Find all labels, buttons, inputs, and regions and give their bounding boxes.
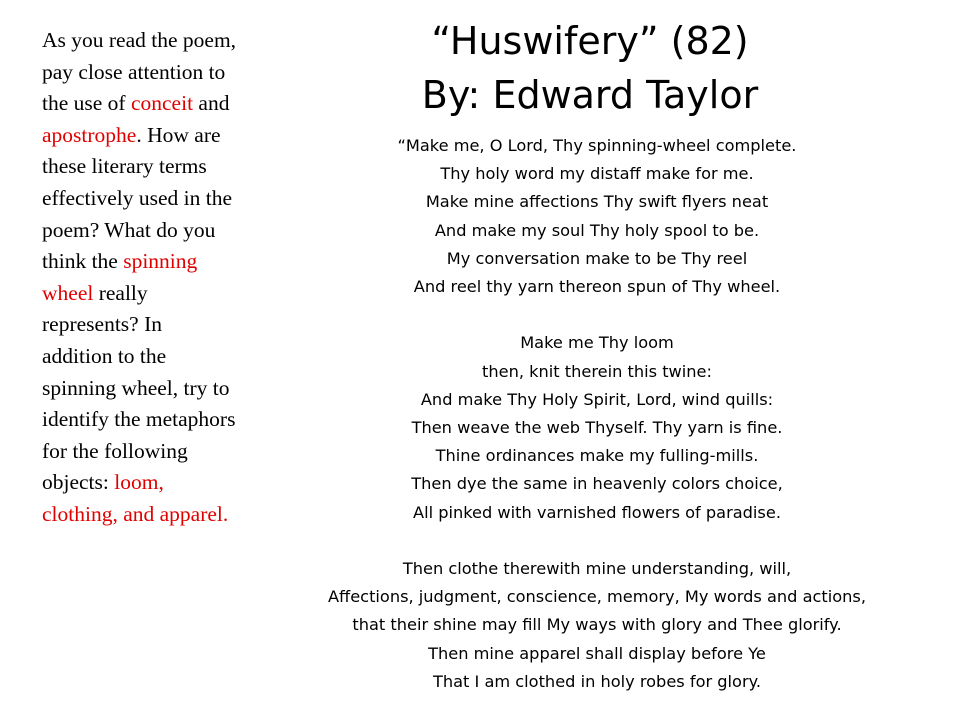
poem-stanza (262, 555, 932, 696)
poem-line: that their shine may fill My ways with glory and Thee glorify. (352, 615, 842, 635)
poem-line: Then dye the same in heavenly colors choice, (411, 474, 783, 494)
poem-stanza (262, 329, 932, 526)
poem-line: Make me Thy loom (520, 333, 674, 353)
instruction-keyword: apostrophe (42, 122, 137, 147)
instruction-text: and (193, 91, 230, 116)
poem-line: And make Thy Holy Spirit, Lord, wind quills: (420, 389, 774, 409)
instruction-text: . How are these literary terms effectively used in the poem? What do you think the (42, 122, 233, 274)
instruction-keyword: loom, clothing, and apparel. (42, 470, 229, 526)
poem-line: All pinked with varnished flowers of paradise. (413, 502, 781, 522)
poem-line: Then weave the web Thyself. Thy yarn is fine. (411, 418, 783, 438)
poem-author: By: Edward Taylor (421, 73, 759, 117)
poem-stanza (262, 132, 932, 301)
poem-line: And reel thy yarn thereon spun of Thy wheel. (413, 277, 781, 297)
poem-line: My conversation make to be Thy reel (446, 248, 748, 268)
instructions-panel (42, 25, 237, 531)
poem-text (262, 132, 932, 696)
poem-line: That I am clothed in holy robes for glory. (432, 671, 762, 691)
instruction-text: really represents? In addition to the spinning wheel, try to identify the metaphors for the following objects: (42, 280, 236, 495)
poem-line: Then mine apparel shall display before Ye (428, 643, 766, 663)
poem-title: “Huswifery” (82) (431, 19, 749, 63)
poem-line: then, knit therein this twine: (482, 361, 712, 381)
poem-line: Thy holy word my distaff make for me. (440, 164, 754, 184)
page-title (240, 14, 940, 122)
instruction-text: As you read the poem, pay close attention to the use of (42, 28, 237, 116)
poem-line: Affections, judgment, conscience, memory, My words and actions, (327, 587, 866, 607)
poem-line: Then clothe therewith mine understanding, will, (402, 559, 792, 579)
poem-line: Make mine affections Thy swift flyers neat (425, 192, 769, 212)
instruction-keyword: spinning wheel (42, 249, 198, 305)
poem-line: “Make me, O Lord, Thy spinning-wheel complete. (397, 136, 797, 155)
instruction-keyword: conceit (130, 91, 194, 116)
poem-line: Thine ordinances make my fulling-mills. (435, 446, 759, 466)
poem-line: And make my soul Thy holy spool to be. (434, 220, 760, 240)
